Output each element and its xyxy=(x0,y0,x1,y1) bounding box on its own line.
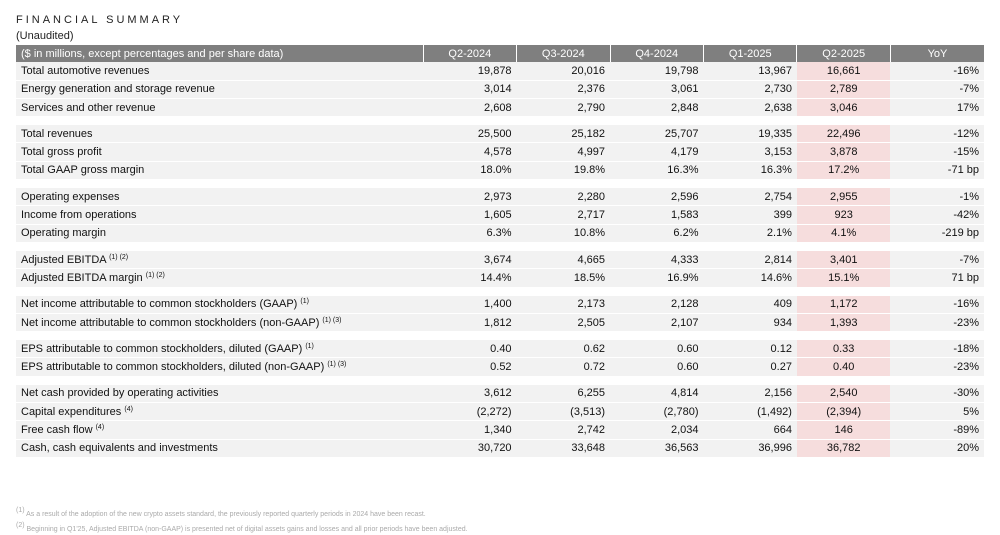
footnote-marker: (1) (3) xyxy=(322,316,342,324)
highlighted-value-cell: 17.2% xyxy=(797,161,890,179)
row-label xyxy=(16,161,423,179)
row-label xyxy=(16,80,423,98)
row-label-text: Net cash provided by operating activities xyxy=(21,387,219,400)
footnote-text: Beginning in Q1'25, Adjusted EBITDA (non-GAAP) is presented net of digital assets gains and losses and all prior periods have been adjusted. xyxy=(26,526,468,533)
table-row xyxy=(16,251,984,269)
value-cell: 1,605 xyxy=(423,206,516,224)
highlighted-value-cell: 3,401 xyxy=(797,251,890,269)
footnote-marker: (4) xyxy=(95,423,105,431)
value-cell: -23% xyxy=(890,358,984,376)
value-cell: 16.3% xyxy=(704,161,797,179)
table-row xyxy=(16,296,984,314)
value-cell: 14.4% xyxy=(423,269,516,287)
spacer-row xyxy=(16,332,984,341)
spacer-row xyxy=(16,376,984,385)
header-q1-2025: Q1-2025 xyxy=(704,45,797,62)
value-cell: -15% xyxy=(890,143,984,161)
row-label xyxy=(16,439,423,457)
footnote-marker: (1) (3) xyxy=(327,361,347,369)
highlighted-value-cell: 146 xyxy=(797,421,890,439)
value-cell: 399 xyxy=(704,206,797,224)
row-label-text: Operating margin xyxy=(21,227,106,240)
value-cell: 6.3% xyxy=(423,224,516,242)
spacer-cell xyxy=(16,117,984,126)
table-row xyxy=(16,98,984,116)
value-cell: 2,280 xyxy=(517,188,610,206)
row-label xyxy=(16,269,423,287)
value-cell: -30% xyxy=(890,385,984,403)
header-q2-2024: Q2-2024 xyxy=(423,45,516,62)
row-label-text: Adjusted EBITDA xyxy=(21,253,106,266)
row-label-text: Total gross profit xyxy=(21,146,102,159)
footnote xyxy=(16,505,468,520)
value-cell: -42% xyxy=(890,206,984,224)
row-label-text: Cash, cash equivalents and investments xyxy=(21,442,218,455)
value-cell: 19,335 xyxy=(704,125,797,143)
row-label-text: Net income attributable to common stockholders (non-GAAP) xyxy=(21,316,320,329)
value-cell: 36,563 xyxy=(610,439,703,457)
table-row xyxy=(16,62,984,80)
value-cell: 71 bp xyxy=(890,269,984,287)
value-cell: 25,707 xyxy=(610,125,703,143)
footnote-marker: (1) (2) xyxy=(145,271,165,279)
table-row xyxy=(16,206,984,224)
value-cell: 4,179 xyxy=(610,143,703,161)
value-cell: 19.8% xyxy=(517,161,610,179)
value-cell: 2,742 xyxy=(517,421,610,439)
value-cell: 16.3% xyxy=(610,161,703,179)
value-cell: 36,996 xyxy=(704,439,797,457)
header-q3-2024: Q3-2024 xyxy=(517,45,610,62)
table-row xyxy=(16,403,984,421)
value-cell: 13,967 xyxy=(704,62,797,80)
value-cell: 4,997 xyxy=(517,143,610,161)
page-title: FINANCIAL SUMMARY xyxy=(16,14,184,26)
row-label-text: Total automotive revenues xyxy=(21,64,150,77)
spacer-row xyxy=(16,180,984,189)
spacer-cell xyxy=(16,376,984,385)
table-row xyxy=(16,80,984,98)
row-label-text: Free cash flow xyxy=(21,423,93,436)
row-label-text: Adjusted EBITDA margin xyxy=(21,271,143,284)
footnote-marker: (1) (2) xyxy=(109,253,129,261)
value-cell: 2,754 xyxy=(704,188,797,206)
value-cell: 30,720 xyxy=(423,439,516,457)
highlighted-value-cell: 923 xyxy=(797,206,890,224)
row-label-text: Capital expenditures xyxy=(21,405,122,418)
value-cell: (1,492) xyxy=(704,403,797,421)
value-cell: 4,665 xyxy=(517,251,610,269)
header-q2-2025: Q2-2025 xyxy=(797,45,890,62)
value-cell: -18% xyxy=(890,340,984,358)
value-cell: (2,272) xyxy=(423,403,516,421)
value-cell: 2,505 xyxy=(517,313,610,331)
highlighted-value-cell: 3,046 xyxy=(797,98,890,116)
value-cell: 33,648 xyxy=(517,439,610,457)
value-cell: 2,128 xyxy=(610,296,703,314)
highlighted-value-cell: 36,782 xyxy=(797,439,890,457)
footnote-mark: (1) xyxy=(16,507,25,514)
highlighted-value-cell: 22,496 xyxy=(797,125,890,143)
value-cell: -7% xyxy=(890,80,984,98)
value-cell: 4,333 xyxy=(610,251,703,269)
value-cell: 0.27 xyxy=(704,358,797,376)
table-row xyxy=(16,161,984,179)
value-cell: 0.72 xyxy=(517,358,610,376)
value-cell: 2,107 xyxy=(610,313,703,331)
header-q4-2024: Q4-2024 xyxy=(610,45,703,62)
row-label xyxy=(16,224,423,242)
value-cell: 2,848 xyxy=(610,98,703,116)
row-label xyxy=(16,206,423,224)
page-subtitle: (Unaudited) xyxy=(16,30,74,42)
spacer-cell xyxy=(16,242,984,251)
table-row xyxy=(16,313,984,331)
table-row xyxy=(16,224,984,242)
row-label xyxy=(16,313,423,331)
row-label-text: Energy generation and storage revenue xyxy=(21,83,215,96)
table-row xyxy=(16,385,984,403)
value-cell: -16% xyxy=(890,62,984,80)
footnote-marker: (1) xyxy=(305,342,314,350)
table-row xyxy=(16,143,984,161)
table-row xyxy=(16,358,984,376)
row-label-text: Income from operations xyxy=(21,209,137,222)
row-label-text: Total revenues xyxy=(21,127,93,140)
highlighted-value-cell: 15.1% xyxy=(797,269,890,287)
table-row xyxy=(16,340,984,358)
value-cell: 0.52 xyxy=(423,358,516,376)
value-cell: 2,376 xyxy=(517,80,610,98)
row-label-text: Operating expenses xyxy=(21,190,120,203)
value-cell: 2,596 xyxy=(610,188,703,206)
value-cell: 2.1% xyxy=(704,224,797,242)
value-cell: -7% xyxy=(890,251,984,269)
value-cell: 2,790 xyxy=(517,98,610,116)
value-cell: 0.60 xyxy=(610,358,703,376)
table-row xyxy=(16,125,984,143)
row-label xyxy=(16,188,423,206)
value-cell: 10.8% xyxy=(517,224,610,242)
footnote-marker: (1) xyxy=(300,298,309,306)
value-cell: 0.40 xyxy=(423,340,516,358)
value-cell: 2,814 xyxy=(704,251,797,269)
row-label xyxy=(16,296,423,314)
value-cell: 2,034 xyxy=(610,421,703,439)
highlighted-value-cell: 4.1% xyxy=(797,224,890,242)
table-row xyxy=(16,421,984,439)
value-cell: 2,638 xyxy=(704,98,797,116)
highlighted-value-cell: 2,789 xyxy=(797,80,890,98)
value-cell: 0.12 xyxy=(704,340,797,358)
value-cell: 1,812 xyxy=(423,313,516,331)
row-label xyxy=(16,385,423,403)
row-label-text: Services and other revenue xyxy=(21,101,156,114)
value-cell: 19,878 xyxy=(423,62,516,80)
value-cell: 2,973 xyxy=(423,188,516,206)
row-label xyxy=(16,98,423,116)
row-label xyxy=(16,403,423,421)
row-label-text: EPS attributable to common stockholders, diluted (GAAP) xyxy=(21,342,303,355)
value-cell: 5% xyxy=(890,403,984,421)
highlighted-value-cell: 2,955 xyxy=(797,188,890,206)
value-cell: 2,173 xyxy=(517,296,610,314)
value-cell: -16% xyxy=(890,296,984,314)
value-cell: 4,578 xyxy=(423,143,516,161)
spacer-cell xyxy=(16,287,984,296)
row-label xyxy=(16,340,423,358)
value-cell: 3,674 xyxy=(423,251,516,269)
value-cell: -1% xyxy=(890,188,984,206)
value-cell: 20% xyxy=(890,439,984,457)
value-cell: 1,340 xyxy=(423,421,516,439)
row-label xyxy=(16,62,423,80)
value-cell: 0.60 xyxy=(610,340,703,358)
value-cell: 3,014 xyxy=(423,80,516,98)
value-cell: 25,182 xyxy=(517,125,610,143)
row-label xyxy=(16,421,423,439)
value-cell: 6.2% xyxy=(610,224,703,242)
spacer-row xyxy=(16,287,984,296)
spacer-row xyxy=(16,242,984,251)
value-cell: 934 xyxy=(704,313,797,331)
spacer-cell xyxy=(16,180,984,189)
value-cell: 19,798 xyxy=(610,62,703,80)
value-cell: 16.9% xyxy=(610,269,703,287)
row-label-text: Net income attributable to common stockholders (GAAP) xyxy=(21,298,298,311)
header-yoy: YoY xyxy=(890,45,984,62)
footnotes xyxy=(16,505,468,535)
footnote-marker: (4) xyxy=(124,405,133,413)
row-label-text: Total GAAP gross margin xyxy=(21,164,145,177)
value-cell: -23% xyxy=(890,313,984,331)
value-cell: 25,500 xyxy=(423,125,516,143)
spacer-row xyxy=(16,117,984,126)
value-cell: 2,156 xyxy=(704,385,797,403)
value-cell: 3,061 xyxy=(610,80,703,98)
highlighted-value-cell: 0.33 xyxy=(797,340,890,358)
table-row xyxy=(16,439,984,457)
value-cell: (3,513) xyxy=(517,403,610,421)
footnote xyxy=(16,520,468,535)
financial-table xyxy=(16,45,984,458)
value-cell: 1,400 xyxy=(423,296,516,314)
value-cell: 2,730 xyxy=(704,80,797,98)
table-body xyxy=(16,62,984,457)
row-label-text: EPS attributable to common stockholders, diluted (non-GAAP) xyxy=(21,361,325,374)
row-label xyxy=(16,125,423,143)
value-cell: 18.5% xyxy=(517,269,610,287)
value-cell: 6,255 xyxy=(517,385,610,403)
value-cell: -219 bp xyxy=(890,224,984,242)
value-cell: 2,608 xyxy=(423,98,516,116)
highlighted-value-cell: 1,172 xyxy=(797,296,890,314)
highlighted-value-cell: 1,393 xyxy=(797,313,890,331)
value-cell: 3,153 xyxy=(704,143,797,161)
header-label: ($ in millions, except percentages and per share data) xyxy=(16,45,423,62)
highlighted-value-cell: 3,878 xyxy=(797,143,890,161)
row-label xyxy=(16,143,423,161)
table-row xyxy=(16,269,984,287)
table-header-row xyxy=(16,45,984,62)
value-cell: 3,612 xyxy=(423,385,516,403)
value-cell: 0.62 xyxy=(517,340,610,358)
row-label xyxy=(16,251,423,269)
highlighted-value-cell: 16,661 xyxy=(797,62,890,80)
value-cell: 20,016 xyxy=(517,62,610,80)
footnote-mark: (2) xyxy=(16,522,25,529)
footnote-text: As a result of the adoption of the new crypto assets standard, the previously reported quarterly periods in 2024 have been recast. xyxy=(26,511,426,518)
value-cell: -71 bp xyxy=(890,161,984,179)
row-label xyxy=(16,358,423,376)
value-cell: 4,814 xyxy=(610,385,703,403)
value-cell: 14.6% xyxy=(704,269,797,287)
table-row xyxy=(16,188,984,206)
value-cell: 17% xyxy=(890,98,984,116)
highlighted-value-cell: 2,540 xyxy=(797,385,890,403)
value-cell: 18.0% xyxy=(423,161,516,179)
value-cell: -89% xyxy=(890,421,984,439)
value-cell: (2,780) xyxy=(610,403,703,421)
value-cell: -12% xyxy=(890,125,984,143)
value-cell: 1,583 xyxy=(610,206,703,224)
value-cell: 2,717 xyxy=(517,206,610,224)
value-cell: 664 xyxy=(704,421,797,439)
value-cell: 409 xyxy=(704,296,797,314)
spacer-cell xyxy=(16,332,984,341)
highlighted-value-cell: (2,394) xyxy=(797,403,890,421)
highlighted-value-cell: 0.40 xyxy=(797,358,890,376)
